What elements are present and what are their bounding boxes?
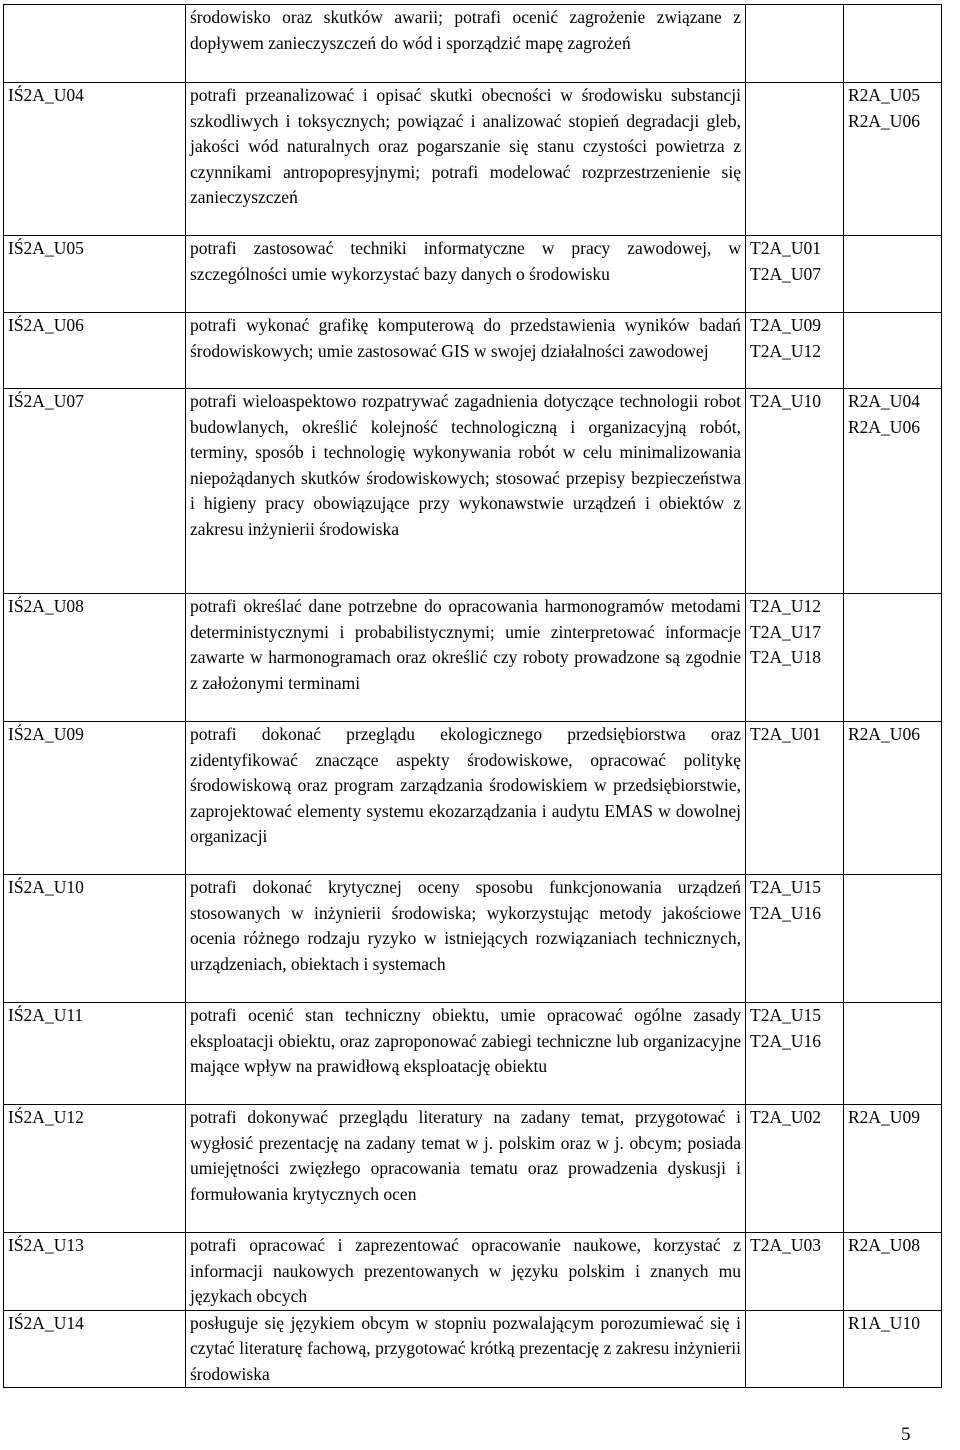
- r-references: [844, 1310, 942, 1388]
- outcome-code: IŚ2A_U13: [4, 1233, 186, 1311]
- outcome-code: IŚ2A_U08: [4, 594, 186, 722]
- t-reference: T2A_U01: [750, 238, 821, 258]
- table-row: [4, 1233, 942, 1311]
- r-references: [844, 1233, 942, 1311]
- r-reference: R2A_U08: [848, 1235, 920, 1255]
- r-references: [844, 5, 942, 83]
- r-references: [844, 83, 942, 236]
- r-references: [844, 1003, 942, 1105]
- table-row: [4, 83, 942, 236]
- table-row: [4, 1003, 942, 1105]
- r-reference: R2A_U09: [848, 1107, 920, 1127]
- t-references: [746, 1003, 844, 1105]
- t-references: [746, 875, 844, 1003]
- r-reference: R2A_U05: [848, 85, 920, 105]
- outcome-description: potrafi opracować i zaprezentować opracowanie naukowe, korzystać z informacji naukowych prezentowanych w języku polskim i znanych mu językach obcych: [186, 1233, 746, 1311]
- outcome-code: IŚ2A_U12: [4, 1105, 186, 1233]
- r-references: [844, 1105, 942, 1233]
- t-reference: T2A_U15: [750, 877, 821, 897]
- outcome-description: środowisko oraz skutków awarii; potrafi ocenić zagrożenie związane z dopływem zanieczyszczeń do wód i sporządzić mapę zagrożeń: [186, 5, 746, 83]
- table-row: [4, 594, 942, 722]
- outcome-description: potrafi wieloaspektowo rozpatrywać zagadnienia dotyczące technologii robot budowlanych, określić kolejność technologiczną i organizacyjną robót, terminy, sposób i technologię wykonywania robót w celu minimalizowania niepożądanych skutków środowiskowych; stosować przepisy bezpieczeństwa i higieny pracy obowiązujące przy wykonawstwie urządzeń i obiektów z zakresu inżynierii środowiska: [186, 389, 746, 594]
- outcome-code: IŚ2A_U14: [4, 1310, 186, 1388]
- t-reference: T2A_U16: [750, 902, 821, 923]
- r-reference: R2A_U06: [848, 724, 920, 744]
- t-references: [746, 389, 844, 594]
- t-reference: T2A_U02: [750, 1107, 821, 1127]
- learning-outcomes-table: [3, 4, 942, 1388]
- r-references: [844, 313, 942, 389]
- t-reference: T2A_U01: [750, 724, 821, 744]
- table-row: [4, 875, 942, 1003]
- t-references: [746, 722, 844, 875]
- t-reference: T2A_U12: [750, 340, 821, 361]
- outcome-description: potrafi wykonać grafikę komputerową do przedstawienia wyników badań środowiskowych; umie zastosować GIS w swojej działalności zawodowej: [186, 313, 746, 389]
- t-references: [746, 1105, 844, 1233]
- r-references: [844, 594, 942, 722]
- outcome-description: potrafi dokonać krytycznej oceny sposobu funkcjonowania urządzeń stosowanych w inżynierii środowiska; wykorzystując metody jakościowe ocenia różnego rodzaju ryzyko w istniejących rozwiązaniach technicznych, urządzeniach, obiektach i systemach: [186, 875, 746, 1003]
- t-reference: T2A_U10: [750, 391, 821, 411]
- t-references: [746, 313, 844, 389]
- t-references: [746, 1233, 844, 1311]
- r-reference: R2A_U06: [848, 110, 920, 131]
- t-reference: T2A_U15: [750, 1005, 821, 1025]
- table-row: [4, 236, 942, 313]
- outcome-code: IŚ2A_U04: [4, 83, 186, 236]
- outcome-code: IŚ2A_U09: [4, 722, 186, 875]
- r-references: [844, 875, 942, 1003]
- t-references: [746, 5, 844, 83]
- t-reference: T2A_U18: [750, 647, 821, 667]
- table-row: [4, 1310, 942, 1388]
- t-references: [746, 83, 844, 236]
- r-references: [844, 722, 942, 875]
- table-row: [4, 313, 942, 389]
- r-reference: R2A_U04: [848, 391, 920, 411]
- r-references: [844, 389, 942, 594]
- outcome-description: potrafi ocenić stan techniczny obiektu, umie opracować ogólne zasady eksploatacji obiektu, oraz zaproponować zabiegi techniczne lub organizacyjne mające wpływ na prawidłową eksploatację obiektu: [186, 1003, 746, 1105]
- outcome-code: IŚ2A_U06: [4, 313, 186, 389]
- t-reference: T2A_U17: [750, 621, 821, 642]
- t-references: [746, 594, 844, 722]
- table-row: [4, 722, 942, 875]
- outcome-code: IŚ2A_U05: [4, 236, 186, 313]
- t-reference: T2A_U07: [750, 263, 821, 284]
- outcome-code: IŚ2A_U10: [4, 875, 186, 1003]
- r-references: [844, 236, 942, 313]
- outcome-description: potrafi dokonywać przeglądu literatury na zadany temat, przygotować i wygłosić prezentację na zadany temat w j. polskim oraz w j. obcym; posiada umiejętności zwięzłego opracowania tematu oraz prowadzenia dyskusji i formułowania krytycznych ocen: [186, 1105, 746, 1233]
- outcome-description: potrafi zastosować techniki informatyczne w pracy zawodowej, w szczególności umie wykorzystać bazy danych o środowisku: [186, 236, 746, 313]
- page-number: 5: [901, 1424, 911, 1445]
- t-references: [746, 236, 844, 313]
- t-reference: T2A_U12: [750, 596, 821, 616]
- t-reference: T2A_U03: [750, 1235, 821, 1255]
- outcome-code: IŚ2A_U11: [4, 1003, 186, 1105]
- outcome-description: potrafi określać dane potrzebne do opracowania harmonogramów metodami deterministycznymi i probabilistycznymi; umie zinterpretować informacje zawarte w harmonogramach oraz określić czy roboty prowadzone są zgodnie z założonymi terminami: [186, 594, 746, 722]
- outcome-description: potrafi przeanalizować i opisać skutki obecności w środowisku substancji szkodliwych i toksycznych; powiązać i analizować stopień degradacji gleb, jakości wód naturalnych oraz pogarszanie się stanu czystości powietrza z czynnikami antropopresyjnymi; potrafi modelować rozprzestrzenienie się zanieczyszczeń: [186, 83, 746, 236]
- table-row: [4, 5, 942, 83]
- outcome-description: potrafi dokonać przeglądu ekologicznego przedsiębiorstwa oraz zidentyfikować znaczące aspekty środowiskowe, opracować politykę środowiskową oraz program zarządzania środowiskiem w przedsiębiorstwie, zaprojektować elementy systemu ekozarządzania i audytu EMAS w dowolnej organizacji: [186, 722, 746, 875]
- outcome-code: [4, 5, 186, 83]
- table-row: [4, 389, 942, 594]
- outcome-code: IŚ2A_U07: [4, 389, 186, 594]
- outcome-description: posługuje się językiem obcym w stopniu pozwalającym porozumiewać się i czytać literaturę fachową, przygotować krótką prezentację z zakresu inżynierii środowiska: [186, 1310, 746, 1388]
- t-reference: T2A_U16: [750, 1030, 821, 1051]
- table-row: [4, 1105, 942, 1233]
- r-reference: R1A_U10: [848, 1312, 920, 1333]
- r-reference: R2A_U06: [848, 416, 920, 437]
- t-references: [746, 1310, 844, 1388]
- t-reference: T2A_U09: [750, 315, 821, 335]
